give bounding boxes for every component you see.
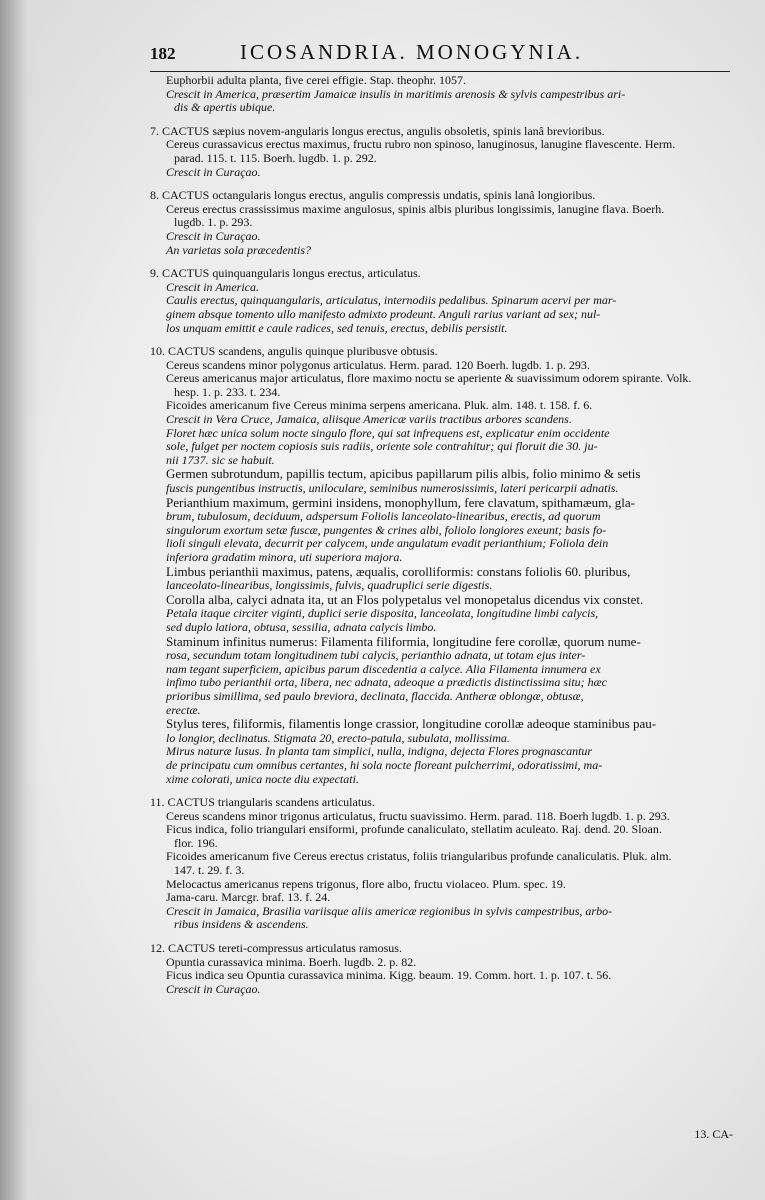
text-line: Mirus naturæ lusus. In planta tam simplici, nulla, indigna, dejecta Flores prognascantur [166,744,593,759]
text-line: lugdb. 1. p. 293. [174,215,253,230]
text-line: Crescit in Jamaica, Brasilia variisque aliis americæ regionibus in sylvis campestribus, arbo- [166,903,613,918]
catchword: 13. CA- [694,1127,733,1141]
text-line: rosa, secundum totam longitudinem tubi calycis, perianthio adnata, ut totam ejus inter- [166,648,586,663]
text-line: Corolla alba, calyci adnata ita, ut an Flos polypetalus vel monopetalus dicendus vix constet. [166,591,644,607]
text-line: fuscis pungentibus instructis, uniloculare, seminibus numerosissimis, lateri pericarpii adnatis. [166,481,619,496]
text-line: Ficoides americanum five Cereus erectus cristatus, foliis triangularibus profunde canaliculatis. Pluk. alm. [166,849,672,864]
text-line: Cereus curassavicus erectus maximus, fructu rubro non spinoso, lanuginosus, lanugine flavescente. Herm. [166,137,676,152]
text-line: Crescit in Curaçao. [166,228,261,243]
text-line: inferiora gradatim minora, uti superiora majora. [166,550,403,564]
text-line: Crescit in Vera Cruce, Jamaica, aliisque Americæ variis tractibus arbores scandens. [166,412,572,427]
text-line: Cereus americanus major articulatus, flore maximo noctu se aperiente & suavissimum odorem spirante. Volk. [166,371,692,386]
text-line: ginem absque tomento ullo manifesto admixto prodeunt. Anguli rarius variant ad sex; nul- [166,306,601,321]
text-line: flor. 196. [174,835,218,850]
text-line: Melocactus americanus repens trigonus, flore albo, fructu violaceo. Plum. spec. 19. [166,876,566,891]
body-text [150,74,740,996]
text-line: lo longior, declinatus. Stigmata 20, erecto-patula, subulata, mollissima. [166,730,510,745]
text-line: 147. t. 29. f. 3. [174,863,245,878]
text-line: Staminum infinitus numerus: Filamenta filiformia, longitudine fere corollæ, quorum nume- [166,633,641,649]
running-title: ICOSANDRIA. MONOGYNIA. [240,40,584,64]
text-line: Opuntia curassavica minima. Boerh. lugdb. 2. p. 82. [166,954,417,969]
text-line: Euphorbii adulta planta, five cerei effigie. Stap. theophr. 1057. [166,73,467,87]
text-line: Ficoides americanum five Cereus minima serpens americana. Pluk. alm. 148. t. 158. f. 6. [166,398,593,413]
text-line: 10. CACTUS scandens, angulis quinque pluribusve obtusis. [150,344,438,359]
text-line: hesp. 1. p. 233. t. 234. [174,384,281,399]
text-line: parad. 115. t. 115. Boerh. lugdb. 1. p. 292. [174,150,377,165]
text-line: los unquam emittit e caule radices, sed tenuis, erectus, debilis persistit. [166,320,508,335]
page-number: 182 [150,44,176,63]
text-line: erectæ. [166,702,201,717]
text-line: infimo tubo perianthii orta, libera, nec adnata, adeoque a prædictis distinctissima situ; hæc [166,675,607,690]
text-line: 8. CACTUS octangularis longus erectus, angulis compressis undatis, spinis lanâ longioribus. [150,188,596,203]
text-line: 9. CACTUS quinquangularis longus erectus, articulatus. [150,266,421,281]
text-line: Germen subrotundum, papillis tectum, apicibus papillarum pilis albis, folio minimo & setis [166,466,641,482]
text-line: Ficus indica, folio triangulari ensiformi, profunde canaliculato, stellatim aculeato. Raj. dend. 20. Sloan. [166,822,662,837]
text-line: 7. CACTUS sæpius novem-angularis longus erectus, angulis obsoletis, spinis lanâ brevioribus. [150,123,605,138]
text-line: de principatu cum omnibus certantes, hi sola nocte floreant pulcherrimi, odoratissimi, ma- [166,757,603,772]
text-line: An varietas sola præcedentis? [166,242,311,257]
text-line: sed duplo latiora, obtusa, sessilia, adnata calycis limbo. [166,619,437,634]
text-line: Ficus indica seu Opuntia curassavica minima. Kigg. beaum. 19. Comm. hort. 1. p. 107. t. 56. [166,968,612,983]
text-line: xime colorati, unica nocte diu expectati. [166,771,359,786]
text-line: ribus insidens & ascendens. [174,917,309,932]
text-line: Floret hæc unica solum nocte singulo flore, qui sat infrequens est, explicatur enim occidente [166,425,610,440]
binding-gutter [0,0,40,1200]
text-line: Stylus teres, filiformis, filamentis longe crassior, longitudine corollæ adeoque staminibus pau- [166,716,657,732]
text-line: Crescit in America, præsertim Jamaicæ insulis in maritimis arenosis & sylvis campestribus ari- [166,86,626,101]
text-line: lanceolato-linearibus, longissimis, fulvis, quadruplici serie digestis. [166,578,493,593]
text-line: nam tegant superficiem, apicibus parum discedentia a calyce. Alia Filamenta innumera ex [166,661,601,676]
text-line: sole, fulget per noctem copiosis suis radiis, oriente sole contrahitur; qui floruit die 30. ju- [166,439,598,454]
text-line: lioli singuli elevata, decurrit per calycem, unde angulatum evadit perianthium; Foliola dein [166,536,609,551]
text-line: prioribus simillima, sed paulo breviora, declinata, flaccida. Antheræ oblongæ, obtusæ, [166,688,584,703]
text-line: 11. CACTUS triangularis scandens articulatus. [150,795,375,810]
page-header [150,40,730,70]
text-line: Crescit in America. [166,279,259,294]
text-line: dis & apertis ubique. [174,100,276,115]
text-line: singulorum exortum setæ fuscæ, pungentes & crines albi, foliolo longiores exeunt; basis fo- [166,522,607,537]
text-line: Limbus perianthii maximus, patens, æqualis, corolliformis: constans foliolis 60. pluribus, [166,563,631,579]
text-line: Cereus scandens minor polygonus articulatus. Herm. parad. 120 Boerh. lugdb. 1. p. 293. [166,357,590,372]
text-line: Caulis erectus, quinquangularis, articulatus, internodiis pedalibus. Spinarum acervi per mar- [166,293,617,308]
text-line: Petala itaque circiter viginti, duplici serie disposita, lanceolata, longitudine limbi calycis, [166,606,599,621]
text-line: 12. CACTUS tereti-compressus articulatus ramosus. [150,941,402,956]
text-line: Perianthium maximum, germini insidens, monophyllum, fere clavatum, spithamæum, gla- [166,494,636,510]
text-line: brum, tubulosum, deciduum, adspersum Foliolis lanceolato-linearibus, erectis, ad quorum [166,509,601,524]
text-line: Jama-caru. Marcgr. braf. 13. f. 24. [166,890,331,905]
text-line: Cereus scandens minor trigonus articulatus, fructu suavissimo. Herm. parad. 118. Boerh lugdb. 1. p. 293. [166,808,670,823]
header-rule [150,71,730,72]
text-line: nii 1737. sic se habuit. [166,452,275,467]
text-line: Crescit in Curaçao. [166,981,261,996]
text-line: Cereus erectus crassissimus maxime angulosus, spinis albis pluribus longissimis, lanugine flava. Boerh. [166,201,665,216]
text-line: Crescit in Curaçao. [166,164,261,179]
